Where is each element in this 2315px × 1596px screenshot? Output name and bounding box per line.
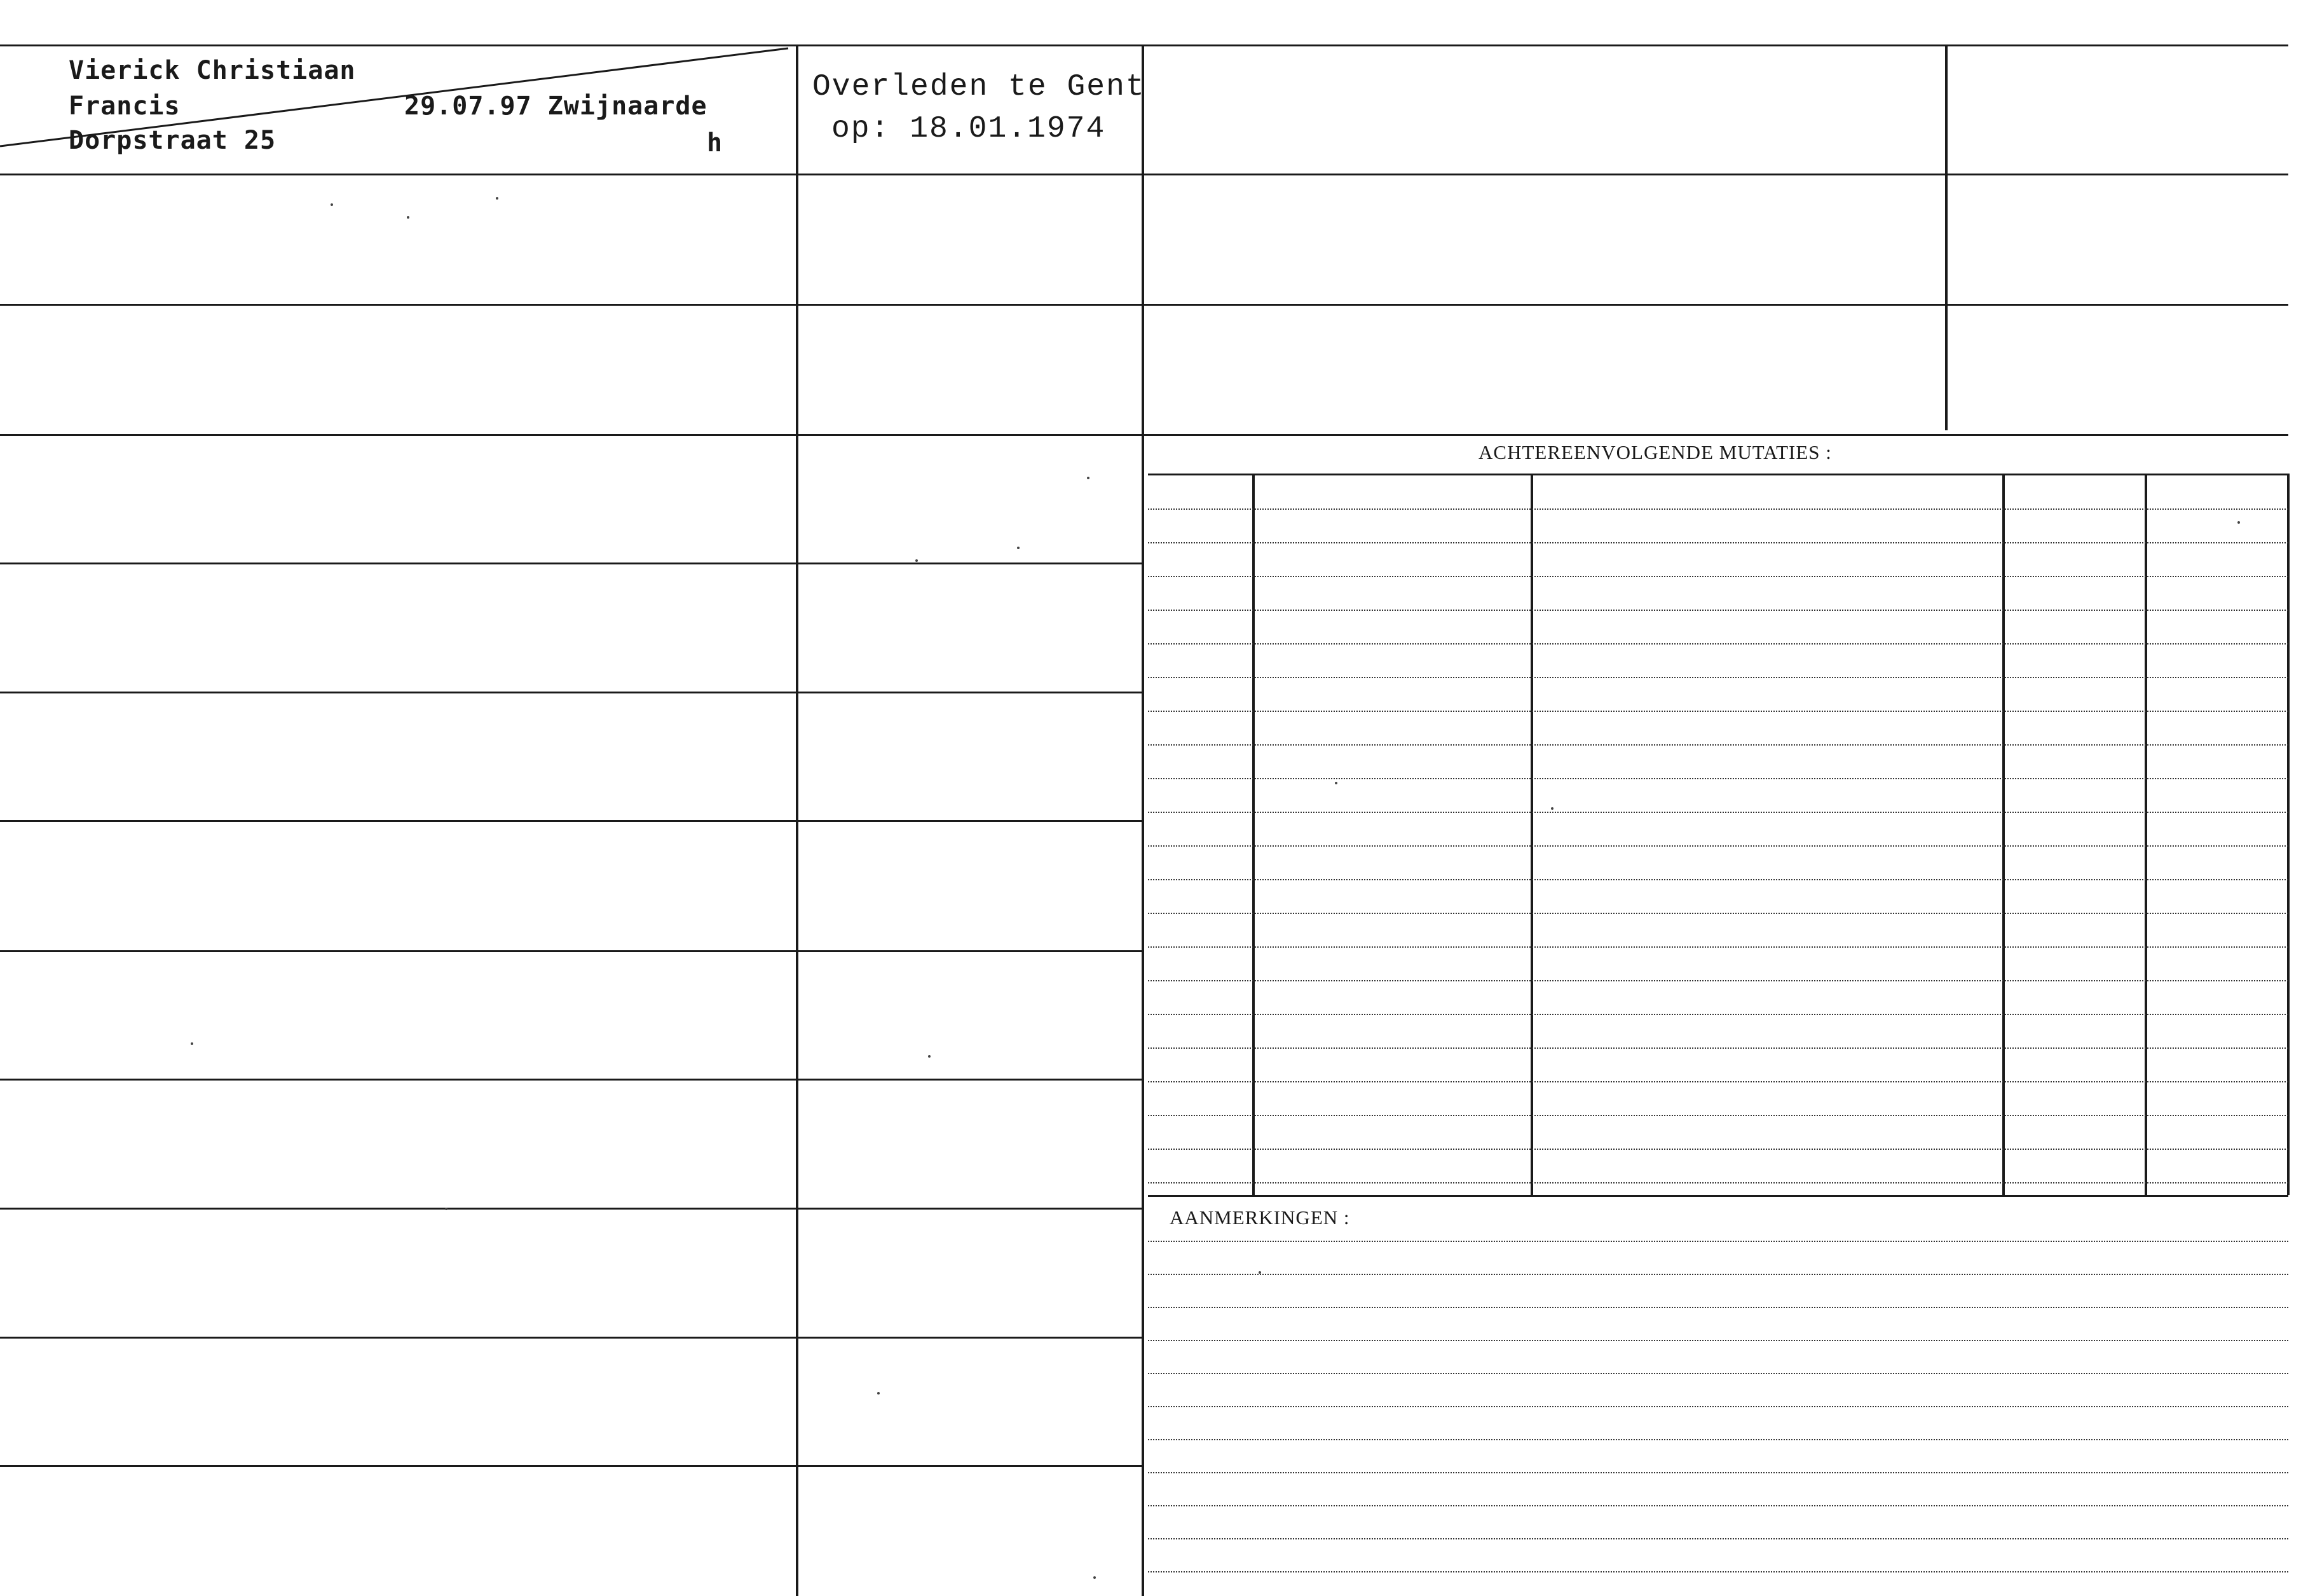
mutations-header-rule [1148,474,2288,475]
left-row-rule [0,1465,796,1467]
middle-row-rule [798,820,1142,822]
mutations-dotted-rule [1148,542,2288,543]
mutations-dotted-rule [1148,1182,2288,1183]
remarks-dotted-rule [1148,1472,2288,1473]
mutations-dotted-rule [1148,1149,2288,1150]
scan-speck [1335,782,1337,784]
scan-speck [2237,521,2240,524]
mutations-dotted-rule [1148,1115,2288,1116]
left-row-rule [0,692,796,693]
mutations-column-divider [2145,474,2147,1195]
right-row-rule [1144,304,2288,306]
mutations-dotted-rule [1148,1014,2288,1015]
mutations-dotted-rule [1148,711,2288,712]
middle-row-rule [798,563,1142,564]
remarks-dotted-rule [1148,1307,2288,1308]
record-mark: h [707,128,723,158]
mutations-dotted-rule [1148,913,2288,914]
middle-row-rule [798,1079,1142,1081]
scan-speck [1259,1271,1261,1274]
mutations-column-divider [1531,474,1533,1195]
remarks-dotted-rule [1148,1340,2288,1341]
mutations-dotted-rule [1148,610,2288,611]
remarks-dotted-rule [1148,1373,2288,1374]
left-row-rule [0,434,796,436]
mutations-dotted-rule [1148,576,2288,577]
right-upper-divider [1945,46,1948,430]
mutations-column-divider [2002,474,2005,1195]
remarks-dotted-rule [1148,1538,2288,1539]
remarks-dotted-rule [1148,1571,2288,1572]
death-note-place: Overleden te Gent [812,70,1145,104]
middle-column-divider [1142,46,1144,1596]
left-row-rule [0,304,796,306]
middle-row-rule [798,174,1142,175]
left-row-rule [0,1079,796,1081]
left-row-rule [0,1208,796,1210]
remarks-dotted-rule [1148,1406,2288,1407]
middle-row-rule [798,304,1142,306]
remarks-dotted-rule [1148,1505,2288,1506]
remarks-dotted-rule [1148,1241,2288,1242]
left-row-rule [0,820,796,822]
mutations-dotted-rule [1148,946,2288,948]
scan-speck [1017,547,1020,549]
mutations-top-rule [1144,434,2288,436]
middle-row-rule [798,1337,1142,1339]
scan-speck [1093,1576,1096,1579]
mutations-column-divider [2287,474,2290,1195]
mutations-dotted-rule [1148,643,2288,645]
left-row-rule [0,1337,796,1339]
scan-speck [1087,477,1089,479]
mutations-dotted-rule [1148,879,2288,880]
scan-speck [496,197,498,200]
mutations-bottom-rule [1148,1195,2288,1197]
left-row-rule [0,563,796,564]
mutations-dotted-rule [1148,1081,2288,1082]
death-note-date: op: 18.01.1974 [831,112,1106,146]
record-birth-info: 29.07.97 Zwijnaarde [404,92,707,121]
scan-speck [1551,807,1554,810]
mutations-dotted-rule [1148,812,2288,813]
mutations-dotted-rule [1148,1047,2288,1049]
left-row-rule [0,950,796,952]
record-name: Vierick Christiaan [69,56,356,85]
remarks-dotted-rule [1148,1274,2288,1275]
scan-speck [915,559,918,562]
left-row-rule [0,174,796,175]
record-address: Dorpstraat 25 [69,126,277,155]
scan-speck [445,1208,447,1210]
mutations-dotted-rule [1148,508,2288,510]
middle-row-rule [798,434,1142,436]
middle-row-rule [798,950,1142,952]
mutations-dotted-rule [1148,845,2288,847]
mutations-dotted-rule [1148,677,2288,678]
mutations-dotted-rule [1148,744,2288,746]
mutations-dotted-rule [1148,778,2288,779]
scan-speck [877,1392,880,1395]
scan-speck [407,216,409,219]
scan-speck [928,1055,931,1058]
right-row-rule [1144,174,2288,175]
mutations-dotted-rule [1148,980,2288,981]
middle-row-rule [798,692,1142,693]
middle-row-rule [798,1465,1142,1467]
left-column-divider [796,46,798,1596]
mutations-column-divider [1252,474,1255,1195]
scan-speck [331,203,333,206]
middle-row-rule [798,1208,1142,1210]
scan-speck [191,1042,193,1045]
remarks-header: AANMERKINGEN : [1170,1206,1350,1229]
mutations-header: ACHTEREENVOLGENDE MUTATIES : [1478,441,1832,463]
record-firstname: Francis [69,92,181,121]
remarks-dotted-rule [1148,1439,2288,1440]
